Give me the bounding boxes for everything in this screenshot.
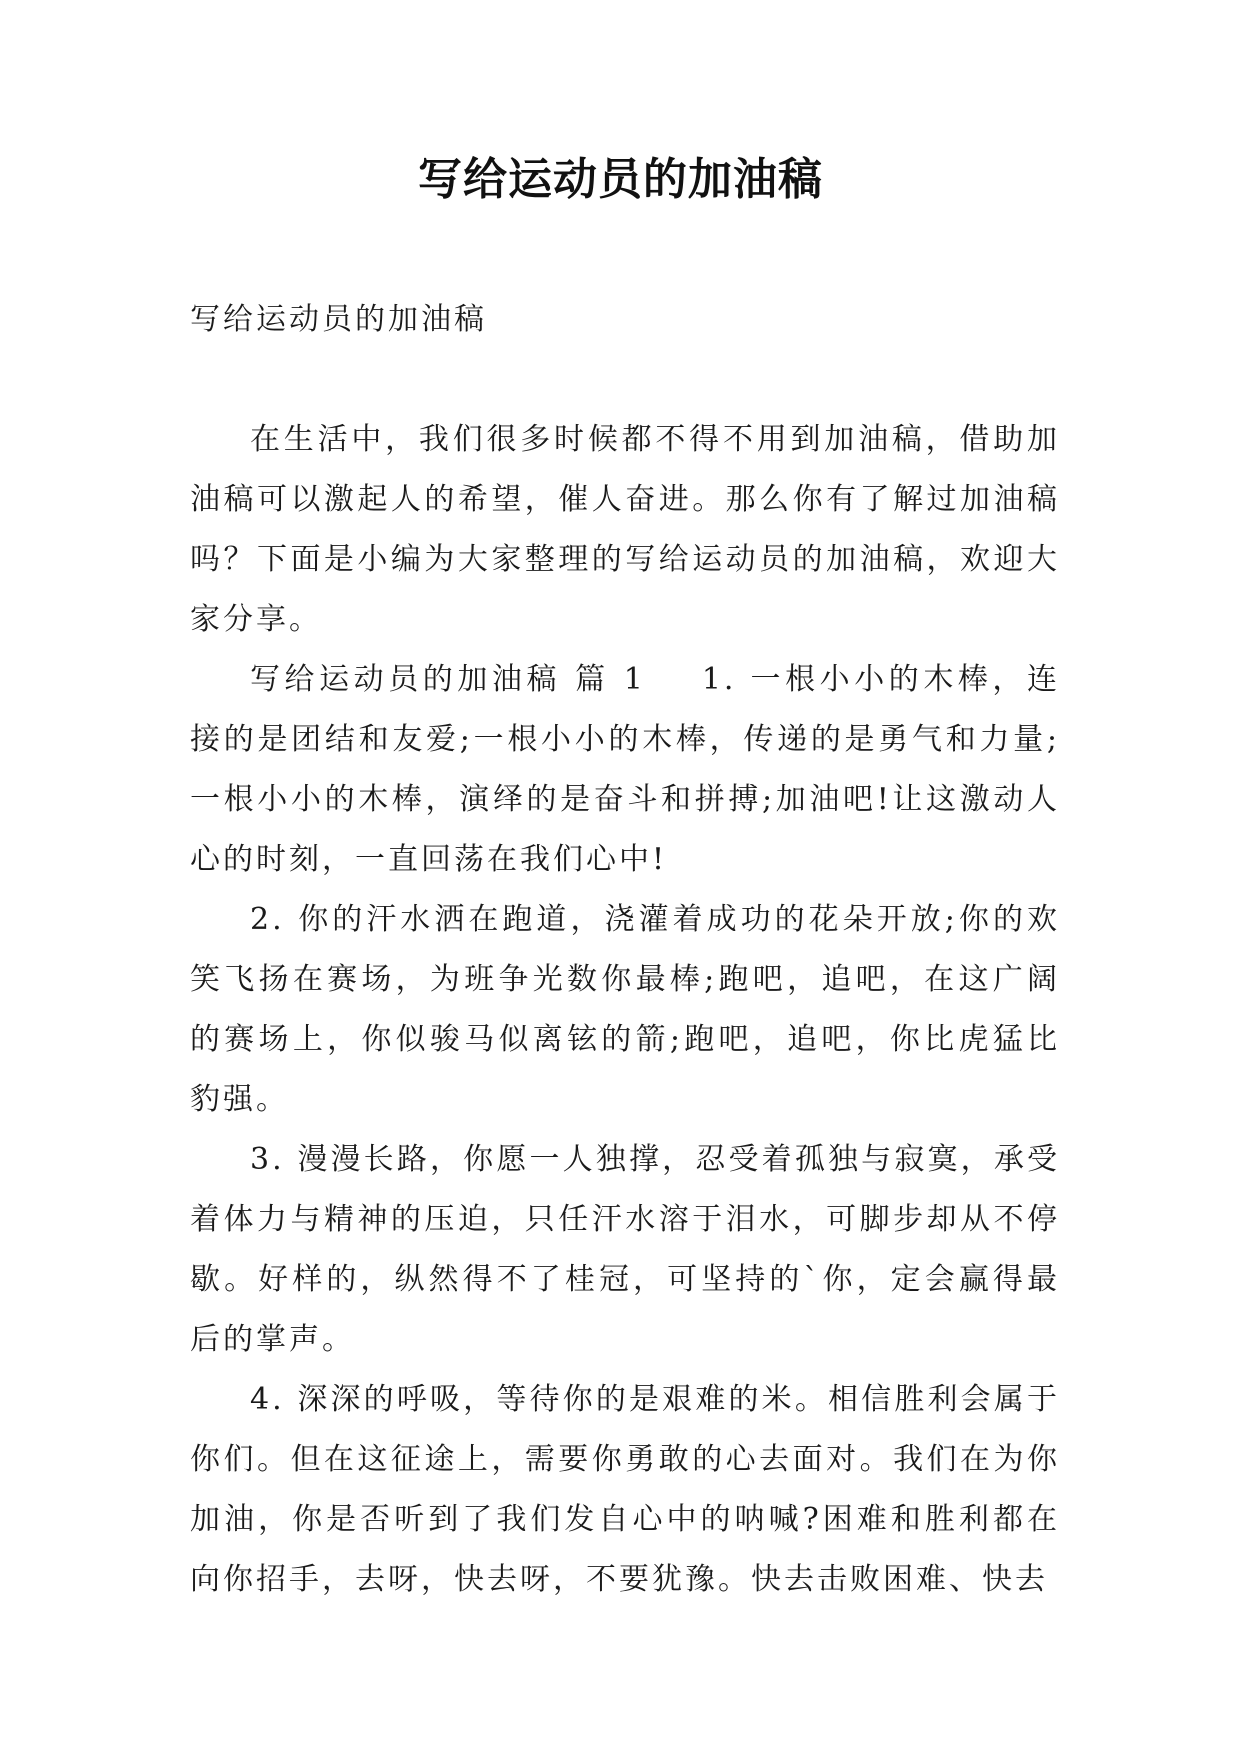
paragraph-1-text: 1. 一根小小的木棒，连接的是团结和友爱;一根小小的木棒，传递的是勇气和力量;一根小小的木棒，演绎的是奋斗和拼搏;加油吧!让这激动人心的时刻，一直回荡在我们心中! xyxy=(190,662,1060,877)
section-label: 写给运动员的加油稿 篇 1 xyxy=(250,662,646,697)
document-subtitle: 写给运动员的加油稿 xyxy=(190,302,487,337)
paragraph-2: 2. 你的汗水洒在跑道，浇灌着成功的花朵开放;你的欢笑飞扬在赛场，为班争光数你最棒;跑吧，追吧，在这广阔的赛场上，你似骏马似离铉的箭;跑吧，追吧，你比虎猛比豹强。 xyxy=(190,902,1060,1117)
document-body xyxy=(190,290,1060,1610)
document-title: 写给运动员的加油稿 xyxy=(418,154,823,205)
intro-paragraph: 在生活中，我们很多时候都不得不用到加油稿，借助加油稿可以激起人的希望，催人奋进。那么你有了解过加油稿吗？下面是小编为大家整理的写给运动员的加油稿，欢迎大家分享。 xyxy=(190,422,1060,637)
section-paragraph-1 xyxy=(190,650,1060,890)
paragraph-3: 3. 漫漫长路，你愿一人独撑，忍受着孤独与寂寞，承受着体力与精神的压迫，只任汗水溶于泪水，可脚步却从不停歇。好样的，纵然得不了桂冠，可坚持的`你，定会赢得最后的掌声。 xyxy=(190,1142,1060,1357)
paragraph-4: 4. 深深的呼吸，等待你的是艰难的米。相信胜利会属于你们。但在这征途上，需要你勇敢的心去面对。我们在为你加油，你是否听到了我们发自心中的呐喊?困难和胜利都在向你招手，去呀，快去呀，不要犹豫。快去击败困难、快去 xyxy=(190,1382,1060,1597)
